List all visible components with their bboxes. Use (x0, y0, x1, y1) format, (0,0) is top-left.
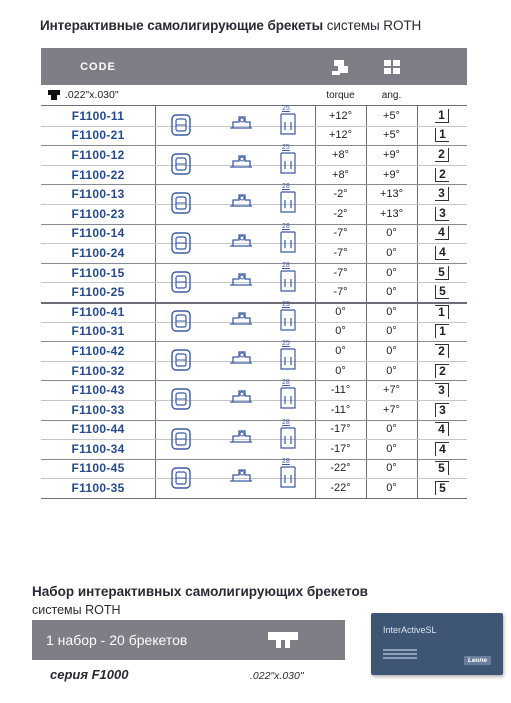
bracket-slot-image (279, 301, 297, 339)
tooth-number: 5 (435, 461, 449, 475)
slot-badge: 28 (282, 261, 290, 269)
product-code: F1100-43 (71, 383, 125, 398)
product-code: F1100-25 (71, 285, 125, 300)
tooth-number: 2 (435, 344, 449, 358)
bracket-side-view-image (227, 112, 255, 139)
product-code: F1100-11 (71, 108, 125, 123)
product-code: F1100-35 (71, 481, 125, 496)
bracket-front-view-image (169, 347, 193, 378)
torque-value: -7° (333, 286, 348, 299)
product-code: F1100-21 (71, 128, 125, 143)
tooth-number: 5 (435, 481, 449, 495)
box-brand: Leone (464, 656, 491, 665)
tooth-number: 4 (435, 422, 449, 436)
page-title (40, 18, 421, 33)
tooth-number: 4 (435, 226, 449, 240)
slot-badge: 25 (282, 105, 290, 112)
tooth-number: 2 (435, 364, 449, 378)
torque-value: -7° (333, 227, 348, 240)
slot-size: .022"x.030" (65, 89, 119, 101)
angulation-value: 0° (386, 482, 397, 495)
slot-badge: 28 (282, 379, 290, 387)
angulation-header: ang. (381, 89, 402, 101)
tooth-number: 1 (435, 305, 449, 319)
tooth-number: 1 (435, 324, 449, 338)
product-code: F1100-44 (71, 422, 125, 437)
kit-count: 1 набор - 20 брекетов (46, 632, 188, 648)
code-header: CODE (80, 60, 116, 73)
bracket-front-view-image (169, 386, 193, 417)
bracket-slot-image (279, 183, 297, 221)
slot-size-cell (41, 89, 315, 101)
bracket-side-view-image (227, 151, 255, 178)
angulation-value: 0° (386, 305, 397, 318)
angulation-value: +7° (383, 403, 400, 416)
product-code: F1100-33 (71, 402, 125, 417)
tooth-number: 3 (435, 383, 449, 397)
product-code: F1100-13 (71, 187, 125, 202)
torque-value: -22° (330, 482, 351, 495)
bracket-side-view-image (227, 465, 255, 492)
slot-badge: 28 (282, 222, 290, 230)
bracket-slot-image (279, 418, 297, 457)
bracket-front-view-image (169, 112, 193, 143)
torque-value: -11° (330, 384, 351, 397)
product-code: F1100-32 (71, 363, 125, 378)
bracket-front-view-image (169, 426, 193, 457)
slot-badge: 25 (282, 144, 290, 152)
angulation-value: +7° (383, 384, 400, 397)
torque-value: +8° (332, 168, 349, 181)
torque-value: -17° (330, 423, 351, 436)
product-code: F1100-22 (71, 167, 125, 182)
product-code: F1100-12 (71, 147, 125, 162)
bracket-front-view-image (169, 151, 193, 182)
angulation-value: 0° (386, 442, 397, 455)
angulation-value: 0° (386, 246, 397, 259)
torque-header: torque (326, 89, 355, 101)
slot-badge: 28 (282, 183, 290, 191)
product-code: F1100-15 (71, 265, 125, 280)
bracket-front-icon (366, 48, 417, 85)
title-system: системы ROTH (326, 18, 422, 33)
bracket-side-view-image (227, 426, 255, 453)
angulation-value: +9° (383, 148, 400, 161)
tooth-number: 5 (435, 285, 449, 299)
torque-value: 0° (335, 305, 346, 318)
bracket-icon (266, 630, 300, 650)
box-label: InterActiveSL (383, 625, 437, 635)
product-code: F1100-23 (71, 206, 125, 221)
tooth-number: 1 (435, 128, 449, 142)
torque-value: -11° (330, 403, 351, 416)
bracket-slot-image (279, 105, 297, 143)
product-code: F1100-42 (71, 343, 125, 358)
bracket-side-view-image (227, 347, 255, 374)
torque-value: 0° (335, 325, 346, 338)
bracket-front-view-image (169, 269, 193, 300)
bracket-slot-image (279, 457, 297, 496)
tooth-number: 3 (435, 207, 449, 221)
slot-badge: 28 (282, 418, 290, 426)
kit-subtitle: системы ROTH (32, 603, 121, 617)
angulation-value: +13° (379, 188, 404, 201)
product-code: F1100-41 (71, 304, 125, 319)
bracket-front-view-image (169, 308, 193, 339)
torque-value: -2° (333, 188, 348, 201)
bracket-side-view-image (227, 386, 255, 413)
kit-slot-size: .022"x.030" (250, 670, 304, 682)
torque-value: -17° (330, 442, 351, 455)
torque-value: -2° (333, 207, 348, 220)
tooth-number: 2 (435, 168, 449, 182)
bracket-slot-image (279, 222, 297, 261)
title-bold: Интерактивные самолигирующие брекеты (40, 18, 324, 33)
tooth-number: 2 (435, 148, 449, 162)
table-header (41, 48, 467, 85)
slot-badge: 25 (282, 340, 290, 348)
angulation-value: 0° (386, 227, 397, 240)
bracket-icon (47, 89, 61, 101)
angulation-value: +5° (383, 109, 400, 122)
bracket-side-view-image (227, 190, 255, 217)
slot-badge: 25 (282, 301, 290, 308)
tooth-number: 3 (435, 403, 449, 417)
torque-value: +12° (328, 129, 353, 142)
tooth-number: 4 (435, 442, 449, 456)
torque-value: 0° (335, 344, 346, 357)
series-label: серия F1000 (50, 667, 129, 682)
angulation-value: 0° (386, 462, 397, 475)
bracket-side-view-image (227, 308, 255, 335)
angulation-value: 0° (386, 423, 397, 436)
product-box-image (371, 613, 503, 675)
table-subheader (41, 85, 467, 106)
torque-value: -7° (333, 266, 348, 279)
angulation-value: +5° (383, 129, 400, 142)
torque-value: +12° (328, 109, 353, 122)
product-code: F1100-31 (71, 324, 125, 339)
angulation-value: 0° (386, 266, 397, 279)
tooth-number: 1 (435, 109, 449, 123)
bracket-side-icon (315, 48, 366, 85)
product-code: F1100-34 (71, 441, 125, 456)
angulation-value: 0° (386, 364, 397, 377)
bracket-slot-image (279, 379, 297, 417)
bracket-front-view-image (169, 190, 193, 221)
table-body (41, 106, 467, 498)
product-code: F1100-14 (71, 226, 125, 241)
product-code: F1100-24 (71, 245, 125, 260)
angulation-value: 0° (386, 344, 397, 357)
angulation-value: 0° (386, 286, 397, 299)
bracket-slot-image (279, 340, 297, 378)
bracket-side-view-image (227, 269, 255, 296)
bracket-front-view-image (169, 465, 193, 496)
product-code: F1100-45 (71, 461, 125, 476)
angulation-value: +13° (379, 207, 404, 220)
bracket-side-view-image (227, 230, 255, 257)
kit-bar (32, 620, 345, 660)
tooth-number: 3 (435, 187, 449, 201)
bracket-front-view-image (169, 230, 193, 261)
bracket-slot-image (279, 144, 297, 182)
slot-badge: 28 (282, 457, 290, 465)
torque-value: -7° (333, 246, 348, 259)
torque-value: -22° (330, 462, 351, 475)
torque-value: 0° (335, 364, 346, 377)
bracket-slot-image (279, 261, 297, 300)
torque-value: +8° (332, 148, 349, 161)
tooth-number: 5 (435, 266, 449, 280)
angulation-value: 0° (386, 325, 397, 338)
bracket-table (41, 48, 467, 498)
angulation-value: +9° (383, 168, 400, 181)
tooth-number: 4 (435, 246, 449, 260)
kit-title: Набор интерактивных самолигирующих брекетов (32, 584, 368, 599)
